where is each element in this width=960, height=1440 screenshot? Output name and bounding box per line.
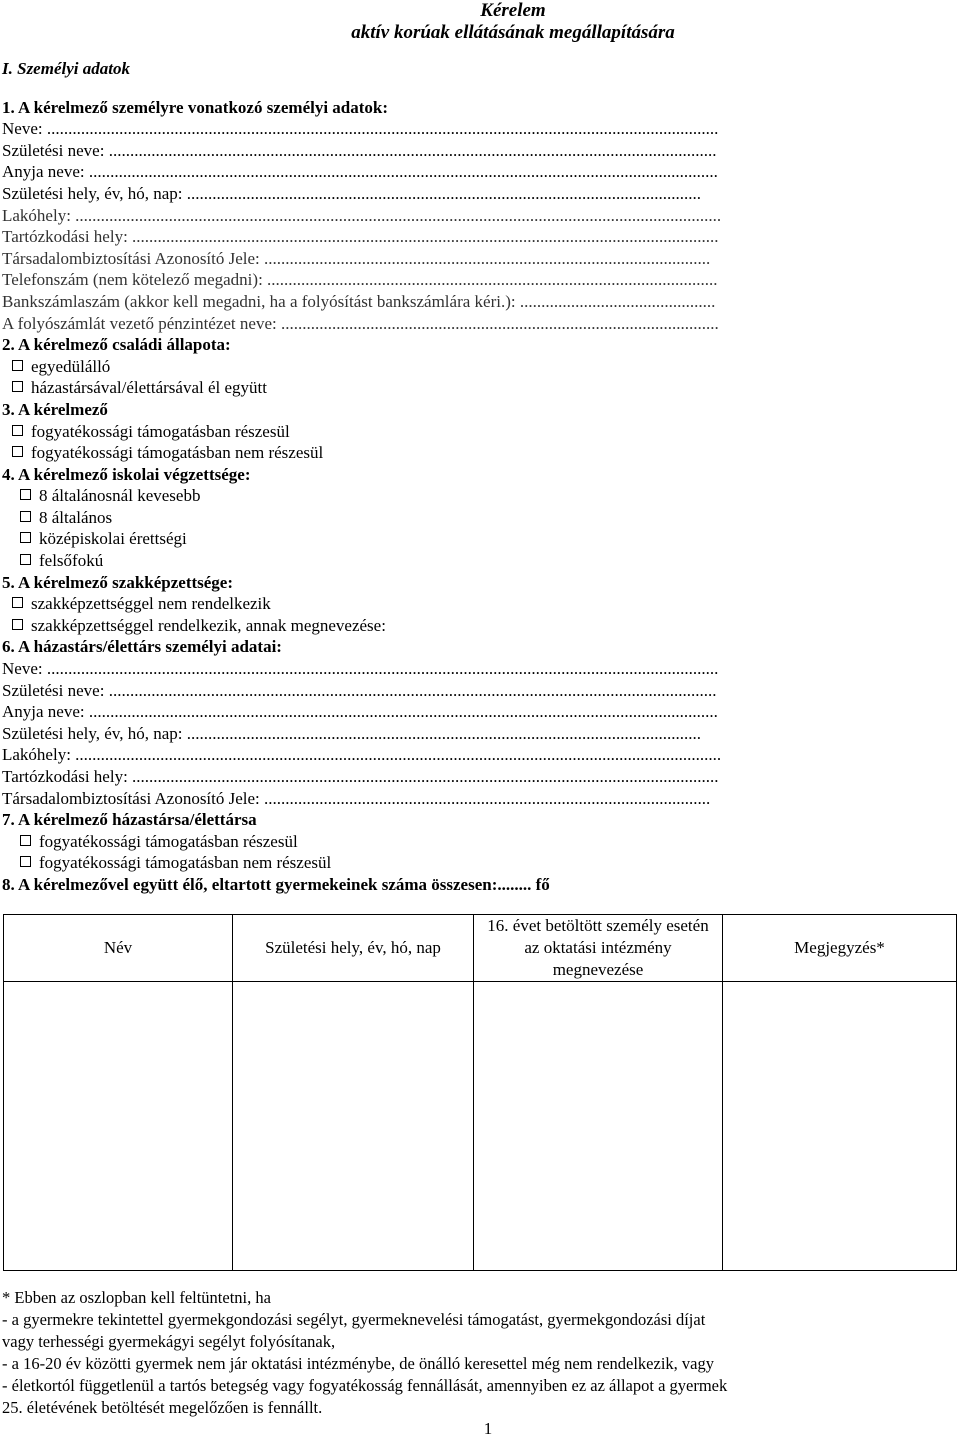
form-title bbox=[2, 0, 944, 44]
form-title-line1: Kérelem bbox=[480, 0, 546, 21]
s4-option-0[interactable]: 8 általánosnál kevesebb bbox=[2, 485, 944, 507]
table-cell[interactable] bbox=[474, 981, 723, 1270]
section-title: I. Személyi adatok bbox=[2, 59, 130, 78]
s4-option-3[interactable]: felsőfokú bbox=[2, 550, 944, 572]
col-header-birth: Születési hely, év, hó, nap bbox=[233, 914, 474, 981]
footnote-line: - a gyermekre tekintettel gyermekgondozási segélyt, gyermeknevelési támogatást, gyermekgondozási díjat bbox=[2, 1309, 706, 1329]
spouse-birth-name-field[interactable]: Születési neve: ............................................................................................................................................... bbox=[2, 680, 717, 700]
s3-option-receives[interactable]: fogyatékossági támogatásban részesül bbox=[2, 421, 944, 443]
checkbox-icon[interactable] bbox=[20, 511, 31, 522]
checkbox-icon[interactable] bbox=[20, 835, 31, 846]
s7-option-not-receives[interactable]: fogyatékossági támogatásban nem részesül bbox=[2, 852, 944, 874]
footnote-line: vagy terhességi gyermekágyi segélyt folyósítanak, bbox=[2, 1331, 336, 1351]
checkbox-icon[interactable] bbox=[20, 554, 31, 565]
s2-option-married[interactable]: házastársával/élettársával él együtt bbox=[2, 377, 944, 399]
checkbox-icon[interactable] bbox=[20, 532, 31, 543]
spouse-temporary-address-field[interactable]: Tartózkodási hely: .......................................................................................................................................... bbox=[2, 767, 719, 786]
s6-heading: 6. A házastárs/élettárs személyi adatai: bbox=[2, 637, 282, 657]
applicant-birth-place-date-field[interactable]: Születési hely, év, hó, nap: ......................................................................................................................... bbox=[2, 183, 702, 203]
spouse-residence-field[interactable]: Lakóhely: ........................................................................................................................................................ bbox=[2, 745, 722, 765]
checkbox-icon[interactable] bbox=[20, 856, 31, 867]
applicant-name-field[interactable]: Neve: .............................................................................................................................................................. bbox=[2, 119, 719, 139]
footnote-line: - a 16-20 év közötti gyermek nem jár oktatási intézménybe, de önálló keresettel még nem rendelkezik, vagy bbox=[2, 1353, 714, 1373]
checkbox-icon[interactable] bbox=[12, 381, 23, 392]
s4-option-2[interactable]: középiskolai érettségi bbox=[2, 528, 944, 550]
table-cell[interactable] bbox=[4, 981, 233, 1270]
checkbox-icon[interactable] bbox=[12, 425, 23, 436]
footnote-line: 25. életévének betöltését megelőzően is fennállt. bbox=[2, 1397, 323, 1417]
s6-fields bbox=[2, 658, 944, 809]
spouse-name-field[interactable]: Neve: .............................................................................................................................................................. bbox=[2, 659, 719, 679]
table-cell[interactable] bbox=[233, 981, 474, 1270]
checkbox-icon[interactable] bbox=[12, 597, 23, 608]
s3-option-not-receives[interactable]: fogyatékossági támogatásban nem részesül bbox=[2, 442, 944, 464]
s5-heading: 5. A kérelmező szakképzettsége: bbox=[2, 572, 234, 592]
table-cell[interactable] bbox=[723, 981, 957, 1270]
s1-heading: 1. A kérelmező személyre vonatkozó személyi adatok: bbox=[2, 97, 389, 117]
applicant-birth-name-field[interactable]: Születési neve: ............................................................................................................................................... bbox=[2, 140, 717, 160]
footnote-line: * Ebben az oszlopban kell feltüntetni, ha bbox=[2, 1287, 271, 1307]
page-number: 1 bbox=[483, 1419, 493, 1438]
col-header-school: 16. évet betöltött személy esetén az oktatási intézmény megnevezése bbox=[474, 914, 723, 981]
spouse-taj-field[interactable]: Társadalombiztosítási Azonosító Jele: ......................................................................................................... bbox=[2, 788, 711, 808]
s4-heading: 4. A kérelmező iskolai végzettsége: bbox=[2, 464, 251, 484]
checkbox-icon[interactable] bbox=[12, 446, 23, 457]
s4-option-1[interactable]: 8 általános bbox=[2, 507, 944, 529]
applicant-bank-name-field[interactable]: A folyószámlát vezető pénzintézet neve: ....................................................................................................... bbox=[2, 313, 719, 333]
s1-fields bbox=[2, 118, 944, 334]
checkbox-icon[interactable] bbox=[20, 489, 31, 500]
col-header-name: Név bbox=[4, 914, 233, 981]
checkbox-icon[interactable] bbox=[12, 619, 23, 630]
s3-heading: 3. A kérelmező bbox=[2, 399, 108, 419]
table-row bbox=[4, 981, 957, 1270]
col-header-note: Megjegyzés* bbox=[723, 914, 957, 981]
s5-option-0[interactable]: szakképzettséggel nem rendelkezik bbox=[2, 593, 944, 615]
s2-option-single[interactable]: egyedülálló bbox=[2, 356, 944, 378]
s5-option-1[interactable]: szakképzettséggel rendelkezik, annak megnevezése: bbox=[2, 615, 944, 637]
s7-option-receives[interactable]: fogyatékossági támogatásban részesül bbox=[2, 831, 944, 853]
children-table bbox=[3, 914, 957, 1271]
form-title-line2: aktív korúak ellátásának megállapítására bbox=[351, 22, 675, 43]
footnotes bbox=[2, 1287, 944, 1419]
footnote-line: - életkortól függetlenül a tartós betegség vagy fogyatékosság fennállását, amennyiben ez az állapot a gyermek bbox=[2, 1375, 728, 1395]
applicant-mother-name-field[interactable]: Anyja neve: .................................................................................................................................................... bbox=[2, 162, 718, 182]
spouse-mother-name-field[interactable]: Anyja neve: .................................................................................................................................................... bbox=[2, 702, 718, 722]
applicant-taj-field[interactable]: Társadalombiztosítási Azonosító Jele: ......................................................................................................... bbox=[2, 248, 711, 268]
checkbox-icon[interactable] bbox=[12, 360, 23, 371]
spouse-birth-place-date-field[interactable]: Születési hely, év, hó, nap: ......................................................................................................................... bbox=[2, 723, 702, 743]
applicant-bank-account-field[interactable]: Bankszámlaszám (akkor kell megadni, ha a folyósítást bankszámlára kéri.): .............................................. bbox=[2, 291, 716, 311]
s7-heading: 7. A kérelmező házastársa/élettársa bbox=[2, 810, 257, 830]
applicant-phone-field[interactable]: Telefonszám (nem kötelező megadni): .......................................................................................................... bbox=[2, 270, 718, 290]
applicant-residence-field[interactable]: Lakóhely: ........................................................................................................................................................ bbox=[2, 205, 722, 225]
table-header-row bbox=[4, 914, 957, 981]
applicant-temporary-address-field[interactable]: Tartózkodási hely: .......................................................................................................................................... bbox=[2, 227, 719, 247]
s8-heading: 8. A kérelmezővel együtt élő, eltartott gyermekeinek száma összesen:........ fő bbox=[2, 874, 550, 894]
s2-heading: 2. A kérelmező családi állapota: bbox=[2, 335, 231, 355]
